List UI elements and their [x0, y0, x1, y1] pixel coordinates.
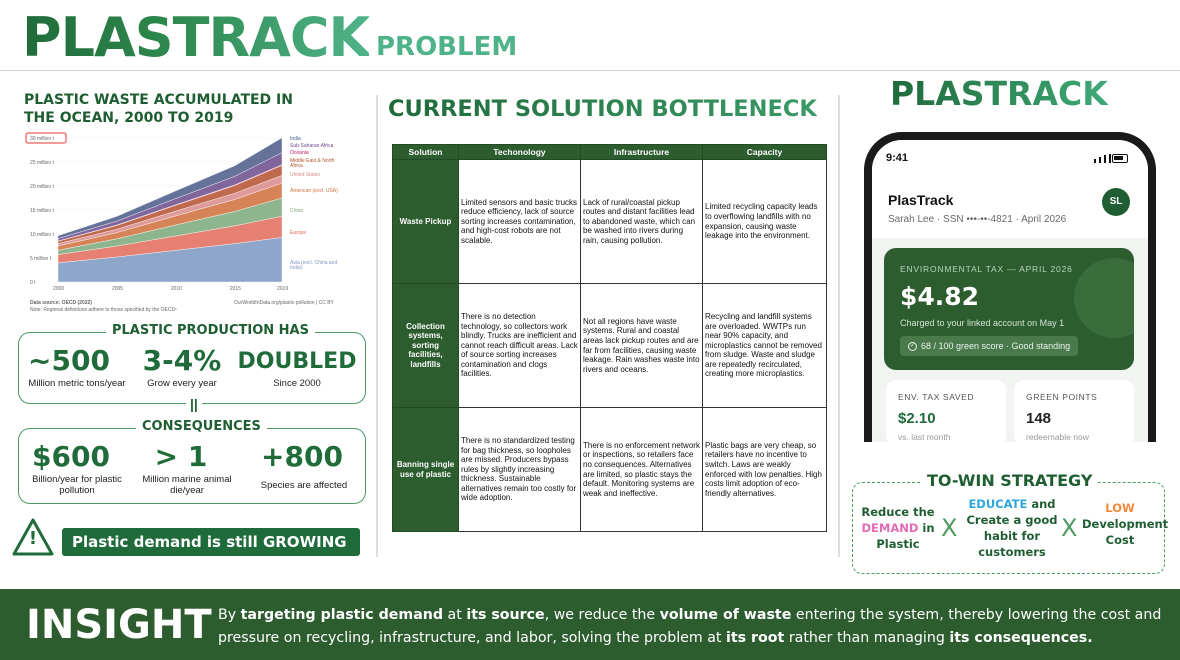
bottleneck-table — [392, 144, 827, 532]
insight-emphasis: volume of waste — [659, 607, 792, 623]
score-text: 68 / 100 green score · Good standing — [921, 341, 1071, 351]
strategy-text: Development Cost — [1082, 517, 1169, 547]
decorative-circle — [1074, 258, 1134, 338]
page-subtitle: PROBLEM — [376, 32, 518, 62]
column-header: Capacity — [703, 145, 827, 160]
table-cell: There is no detection technology, so collectors work blindly. Trucks are inefficient and cannot reach difficult areas. Lack of source sorting increases contamination and clogs facilities. — [459, 284, 581, 408]
strategy-text: in — [918, 521, 935, 535]
table-cell: There is no enforcement network or inspections, so retailers face no consequences. Alternatives are limited, so plastic stays the default. Monitoring systems are weak and ineffective. — [581, 408, 703, 532]
warning-banner: Plastic demand is still GROWING — [62, 528, 360, 556]
legend-label: United States — [290, 172, 321, 178]
production-stat-label: Grow every year — [147, 378, 217, 389]
y-tick-label: 5 million t — [30, 256, 52, 262]
strategy-item-cost — [1082, 500, 1169, 548]
strategy-text: and — [1027, 497, 1056, 511]
warning-glyph: ! — [28, 528, 38, 549]
production-heading: PLASTIC PRODUCTION HAS — [106, 323, 315, 339]
signal-icon — [1094, 154, 1111, 163]
equals-connector: || — [186, 396, 202, 412]
column-divider-left — [376, 95, 378, 557]
tax-amount: $4.82 — [900, 282, 980, 311]
legend-label: Middle East & North Africa — [290, 158, 335, 169]
chart-credit: OurWorldInData.org/plastic-pollution | CC BY — [234, 300, 334, 306]
consequence-stat-label: Billion/year for plastic pollution — [32, 474, 122, 496]
tax-label: ENVIRONMENTAL TAX — APRIL 2026 — [900, 264, 1073, 274]
table-row — [393, 160, 827, 284]
y-tick-label: 10 million t — [30, 232, 54, 238]
table-header-row — [393, 145, 827, 160]
consequence-stat-value: > 1 — [154, 440, 208, 473]
legend-label: Europe — [290, 230, 307, 236]
production-stat-label: Million metric tons/year — [28, 378, 126, 389]
x-separator-icon: X — [1061, 514, 1078, 542]
y-tick-label: 0 t — [30, 280, 36, 286]
bottleneck-title: CURRENT SOLUTION BOTTLENECK — [388, 96, 817, 122]
insight-emphasis: targeting plastic demand — [240, 607, 444, 623]
y-tick-label: 30 million t — [30, 136, 54, 142]
production-stat-value: 3-4% — [142, 344, 222, 377]
legend-label: India — [290, 136, 301, 142]
chart-title: PLASTIC WASTE ACCUMULATED IN THE OCEAN, 2000 TO 2019 — [24, 92, 293, 126]
column-header: Techonology — [459, 145, 581, 160]
insight-emphasis: its consequences. — [949, 630, 1093, 646]
stat-card-sub: vs. last month — [898, 432, 951, 442]
legend-label: American (excl. USA) — [290, 188, 338, 194]
consequence-stat-value: +800 — [261, 440, 343, 473]
stat-card-value: 148 — [1026, 410, 1052, 427]
area-chart-svg — [24, 130, 364, 318]
legend-label: Asia (excl. China and India) — [290, 260, 338, 271]
consequence-stat-value: $600 — [32, 440, 110, 473]
x-tick-label: 2015 — [229, 286, 241, 292]
warning-icon — [12, 517, 54, 557]
header-divider — [0, 70, 1180, 71]
consequence-stat-label: Million marine animal die/year — [142, 474, 232, 496]
check-icon: ✓ — [909, 342, 916, 349]
table-cell: There is no standardized testing for bag thickness, so loopholes are missed. Producers bypass rules by slightly increasing thickness. Sustainable alternatives remain too costly for wide adoption. — [459, 408, 581, 532]
score-badge — [900, 336, 1078, 356]
stat-card-value: $2.10 — [898, 410, 936, 427]
table-cell: Lack of rural/coastal pickup routes and distant facilities lead to abandoned waste, which can be washed into rivers during rain, causing pollution. — [581, 160, 703, 284]
insight-title: INSIGHT — [26, 602, 212, 648]
user-line[interactable]: Sarah Lee · SSN •••-••-4821 · April 2026 — [888, 214, 1067, 225]
table-row — [393, 408, 827, 532]
legend-label: Sub-Saharan Africa — [290, 143, 334, 149]
column-header: Solution — [393, 145, 459, 160]
insight-emphasis: its root — [726, 630, 785, 646]
avatar[interactable]: SL — [1102, 188, 1130, 216]
battery-icon — [1112, 154, 1128, 163]
strategy-text: Reduce the — [861, 505, 935, 519]
status-time: 9:41 — [886, 152, 909, 164]
stat-card[interactable] — [1014, 380, 1134, 442]
insight-fragment: entering the system, thereby lowering the cost and pressure on recycling, infrastructure, and labor, solving the problem at — [218, 607, 1162, 646]
stat-card[interactable] — [886, 380, 1006, 442]
stat-card-label: ENV. TAX SAVED — [898, 392, 975, 402]
consequence-stat-label: Species are affected — [260, 480, 348, 491]
strategy-text: Plastic — [876, 537, 920, 551]
strategy-highlight: LOW — [1105, 501, 1135, 515]
strategy-item-educate — [966, 496, 1058, 560]
area-chart — [24, 130, 364, 318]
row-header: Collection systems, sorting facilities, landfills — [393, 284, 459, 408]
strategy-title: TO-WIN STRATEGY — [921, 470, 1098, 492]
row-header: Banning single use of plastic — [393, 408, 459, 532]
strategy-highlight: DEMAND — [861, 521, 919, 535]
production-stat-label: Since 2000 — [273, 378, 321, 389]
insight-fragment: rather than managing — [784, 630, 950, 646]
legend-label: China — [290, 208, 304, 214]
app-name: PlasTrack — [888, 192, 954, 208]
tax-note: Charged to your linked account on May 1 — [900, 318, 1065, 328]
production-stat-value: ~500 — [28, 344, 110, 377]
y-tick-label: 15 million t — [30, 208, 54, 214]
insight-fragment: at — [443, 607, 467, 623]
table-row — [393, 284, 827, 408]
insight-emphasis: its source — [466, 607, 545, 623]
chart-note: Note: Regional definitions adhere to those specified by the OECD¹ — [30, 307, 177, 313]
strategy-highlight: EDUCATE — [968, 497, 1028, 511]
y-tick-label: 25 million t — [30, 160, 54, 166]
phone-mockup — [864, 132, 1156, 442]
insight-text — [218, 604, 1168, 650]
page-title: PLASTRACK — [22, 6, 370, 69]
strategy-text: Create a good habit for customers — [966, 513, 1058, 559]
table-cell: Recycling and landfill systems are overloaded. WWTPs run near 90% capacity, and microplastics cannot be removed from sludge. Waste and sludge are repeatedly recirculated, creating more microplastics. — [703, 284, 827, 408]
stat-card-sub: redeemable now — [1026, 432, 1089, 442]
table-cell: Limited recycling capacity leads to overflowing landfills with no expansion, causing waste leakage into the environment. — [703, 160, 827, 284]
tax-card[interactable] — [884, 248, 1134, 370]
chart-source: Data source: OECD (2022) — [30, 300, 92, 306]
stat-card-label: GREEN POINTS — [1026, 392, 1098, 402]
column-header: Infrastructure — [581, 145, 703, 160]
row-header: Waste Pickup — [393, 160, 459, 284]
column-divider-right — [838, 95, 840, 557]
insight-fragment: By — [218, 607, 241, 623]
legend-label: Oceania — [290, 150, 309, 156]
strategy-item-demand — [858, 504, 938, 552]
table-cell: Plastic bags are very cheap, so retailers have no incentive to switch. Laws are weakly enforced with low penalties. High costs limit adoption of eco-friendly alternatives. — [703, 408, 827, 532]
x-tick-label: 2005 — [111, 286, 124, 292]
x-tick-label: 2010 — [170, 286, 183, 292]
table-cell: Limited sensors and basic trucks reduce efficiency, lack of source sorting increases contamination, and high-cost robots are not scalable. — [459, 160, 581, 284]
x-tick-label: 2000 — [53, 286, 65, 292]
x-separator-icon: X — [941, 514, 958, 542]
app-brand-title: PLASTRACK — [890, 74, 1108, 113]
consequences-heading: CONSEQUENCES — [136, 419, 267, 435]
x-tick-label: 2019 — [277, 286, 289, 292]
y-tick-label: 20 million t — [30, 184, 54, 190]
table-cell: Not all regions have waste systems. Rural and coastal areas lack pickup routes and are far from facilities, causing waste leakage. Rain washes waste into rivers and oceans. — [581, 284, 703, 408]
production-stat-value: DOUBLED — [237, 349, 357, 374]
insight-fragment: , we reduce the — [544, 607, 660, 623]
